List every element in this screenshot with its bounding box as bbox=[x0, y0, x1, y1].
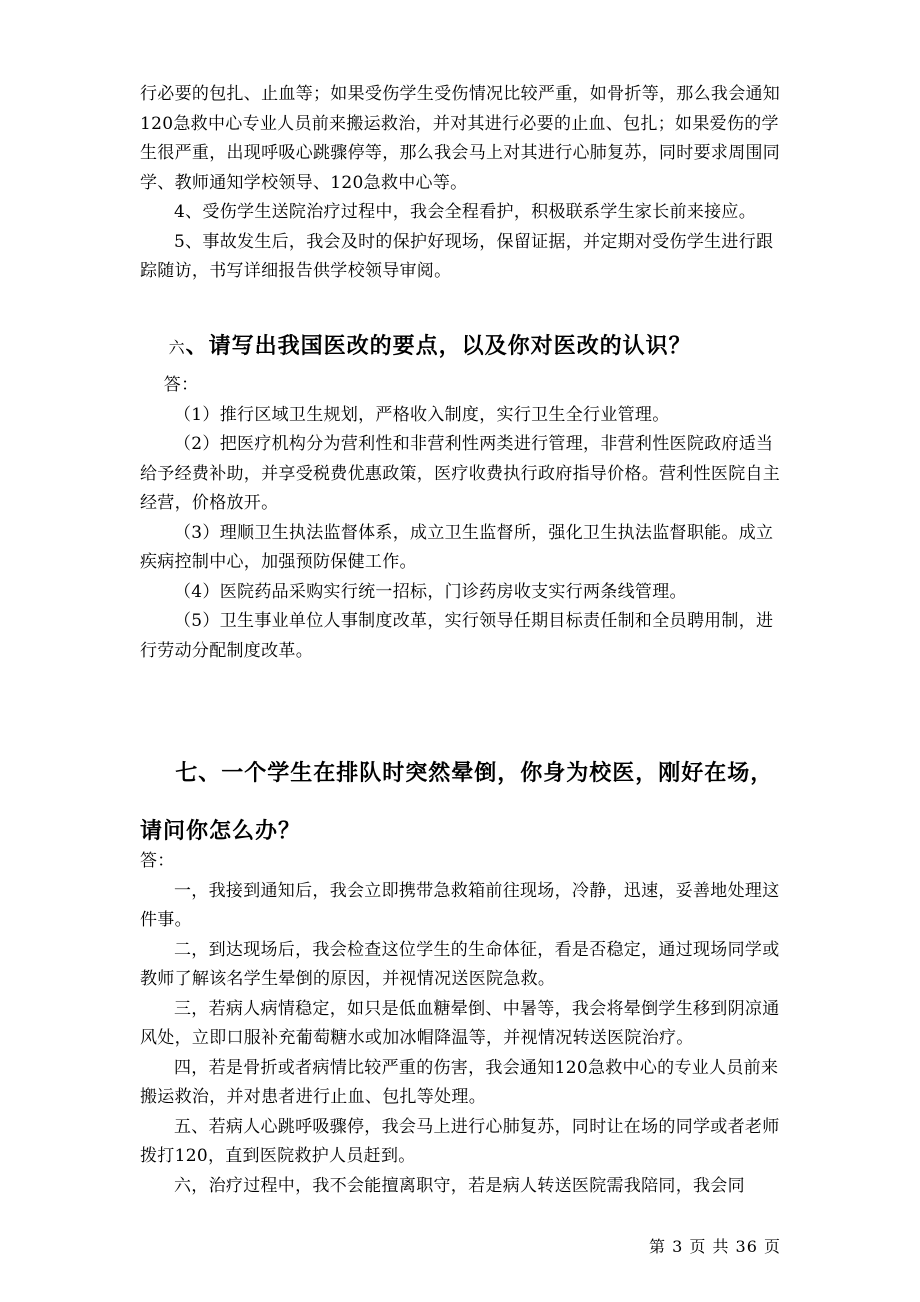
section-6-title: 、请写出我国医改的要点，以及你对医改的认识？ bbox=[185, 334, 692, 359]
list-item: （3）理顺卫生执法监督体系，成立卫生监督所，强化卫生执法监督职能。成立疾病控制中心，加强预防保健工作。 bbox=[140, 522, 774, 572]
section-6-body bbox=[140, 371, 785, 666]
list-item: （2）把医疗机构分为营利性和非营利性两类进行管理，非营利性医院政府适当给予经费补助，并享受税费优惠政策，医疗收费执行政府指导价格。营利性医院自主经营，价格放开。 bbox=[140, 434, 781, 513]
section-6-number: 六 bbox=[168, 338, 186, 357]
list-item: 四，若是骨折或者病情比较严重的伤害，我会通知120急救中心的专业人员前来搬运救治，并对患者进行止血、包扎等处理。 bbox=[140, 1057, 779, 1107]
section-7-heading: 七、一个学生在排队时突然晕倒，你身为校医，刚好在场，请问你怎么办？ bbox=[140, 761, 774, 844]
list-item: 三，若病人病情稳定，如只是低血糖晕倒、中暑等，我会将晕倒学生移到阴凉通风处，立即口服补充葡萄糖水或加冰帽降温等，并视情况转送医院治疗。 bbox=[140, 998, 780, 1048]
list-item: （5）卫生事业单位人事制度改革，实行领导任期目标责任制和全员聘用制，进行劳动分配制度改革。 bbox=[140, 611, 774, 661]
paragraph: 4、受伤学生送院治疗过程中，我会全程看护，积极联系学生家长前来接应。 bbox=[174, 202, 757, 222]
list-item: （1）推行区域卫生规划，严格收入制度，实行卫生全行业管理。 bbox=[174, 404, 670, 425]
section-5-continuation bbox=[140, 80, 785, 287]
paragraph: 5、事故发生后，我会及时的保护好现场，保留证据，并定期对受伤学生进行跟踪随访，书写详细报告供学校领导审阅。 bbox=[140, 231, 774, 281]
section-7-body bbox=[140, 847, 785, 1201]
list-item: 一，我接到通知后，我会立即携带急救箱前往现场，冷静，迅速，妥善地处理这件事。 bbox=[140, 880, 780, 930]
list-item: 五、若病人心跳呼吸骤停，我会马上进行心肺复苏，同时让在场的同学或者老师拨打120，直到医院救护人员赶到。 bbox=[140, 1116, 780, 1166]
list-item: 六，治疗过程中，我不会能擅离职守，若是病人转送医院需我陪同，我会同 bbox=[174, 1175, 745, 1196]
answer-label: 答： bbox=[163, 375, 199, 395]
answer-label: 答： bbox=[140, 851, 175, 871]
section-6-heading bbox=[140, 330, 790, 365]
list-item: 二，到达现场后，我会检查这位学生的生命体征，看是否稳定，通过现场同学或教师了解该名学生晕倒的原因，并视情况送医院急救。 bbox=[140, 939, 780, 989]
page-number-footer: 第 3 页 共 36 页 bbox=[649, 1237, 781, 1256]
list-item: （4）医院药品采购实行统一招标，门诊药房收支实行两条线管理。 bbox=[174, 581, 687, 602]
paragraph: 行必要的包扎、止血等；如果受伤学生受伤情况比较严重，如骨折等，那么我会通知120急救中心专业人员前来搬运救治，并对其进行必要的止血、包扎；如果爱伤的学生很严重，出现呼吸心跳骤停等，那么我会马上对其进行心肺复苏，同时要求周围同学、教师通知学校领导、120急救中心等。 bbox=[140, 84, 781, 193]
